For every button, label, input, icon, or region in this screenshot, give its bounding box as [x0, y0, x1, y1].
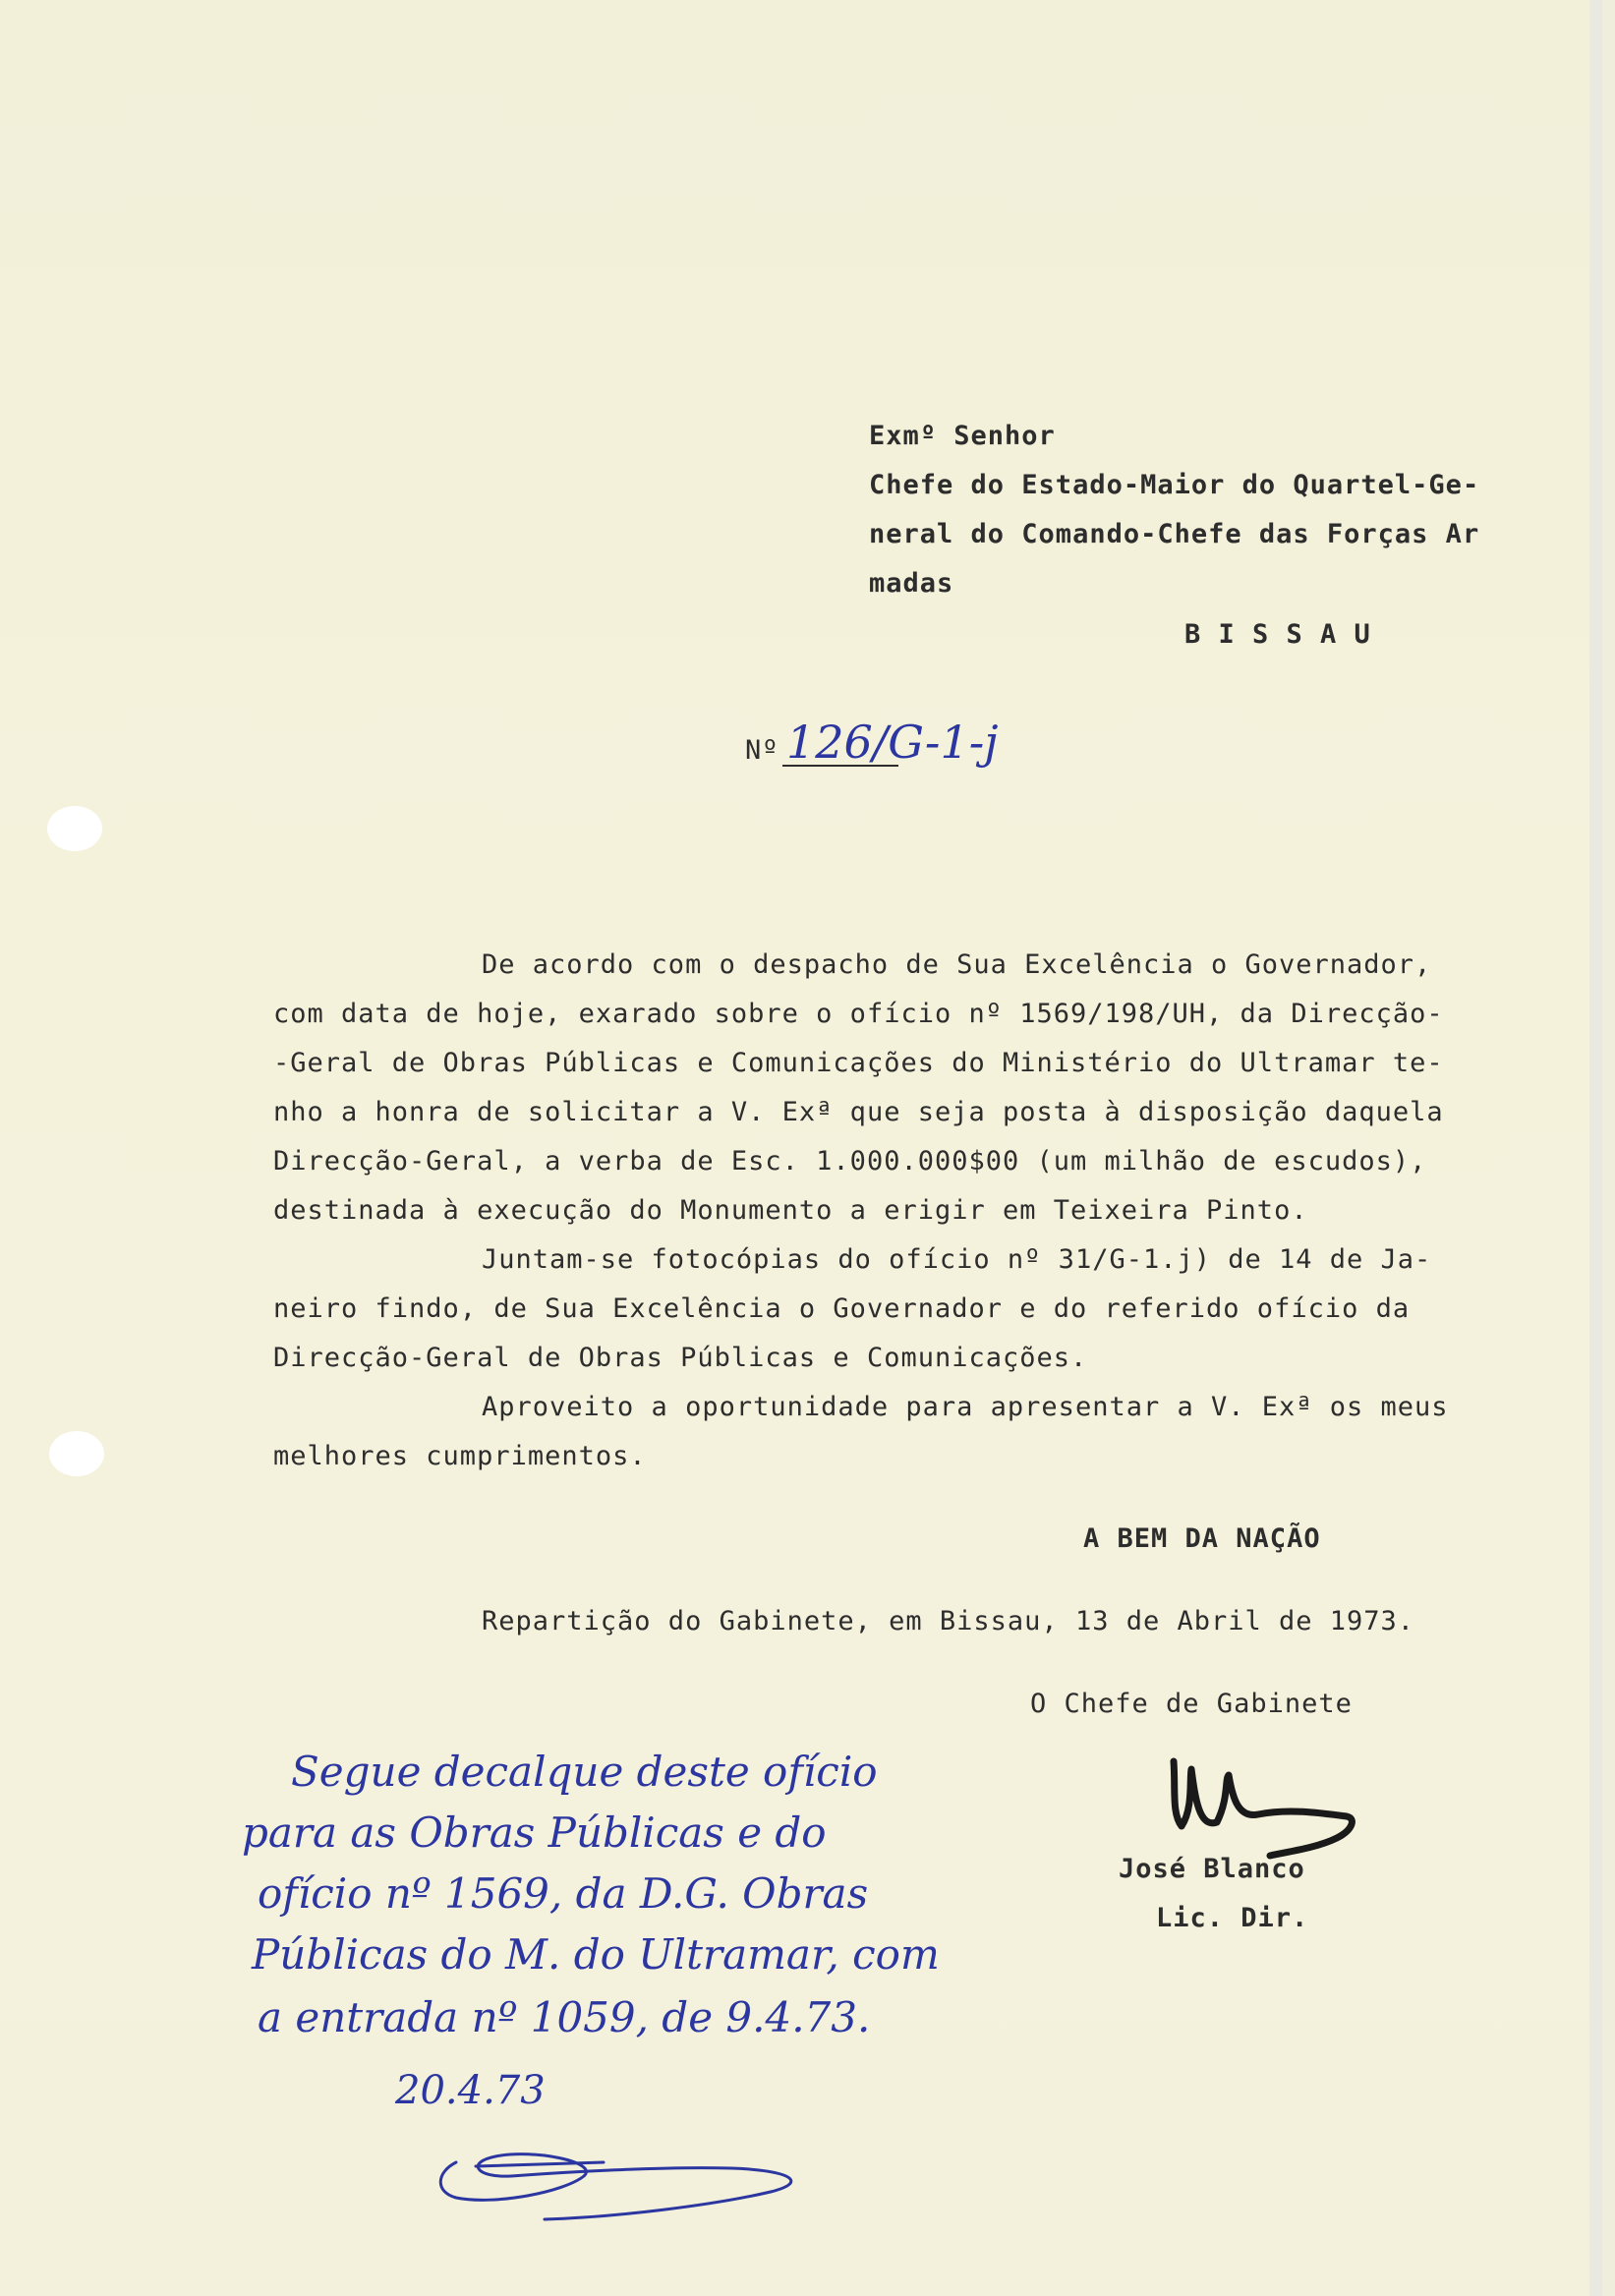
- paragraph-1-line-1: De acordo com o despacho de Sua Excelência o Governador,: [482, 949, 1432, 980]
- handwritten-note-line-1: Segue decalque deste ofício: [291, 1748, 878, 1796]
- signatory-role: O Chefe de Gabinete: [1030, 1689, 1353, 1719]
- handwritten-note-date: 20.4.73: [395, 2068, 546, 2113]
- place-date: Repartição do Gabinete, em Bissau, 13 de Abril de 1973.: [482, 1606, 1415, 1636]
- paragraph-1-line-3: -Geral de Obras Públicas e Comunicações do Ministério do Ultramar te-: [273, 1048, 1444, 1078]
- handwritten-note-line-3: ofício nº 1569, da D.G. Obras: [258, 1869, 869, 1918]
- closing-motto: A BEM DA NAÇÃO: [1083, 1523, 1321, 1554]
- punch-hole-bottom: [49, 1431, 104, 1476]
- handwritten-note-line-2: para as Obras Públicas e do: [242, 1808, 827, 1857]
- addressee-line-3: madas: [869, 568, 954, 599]
- paragraph-2-line-3: Direcção-Geral de Obras Públicas e Comunicações.: [273, 1343, 1088, 1373]
- reference-number: 126/G-1-j: [786, 716, 999, 769]
- addressee-line-1: Chefe do Estado-Maior do Quartel-Ge-: [869, 470, 1480, 500]
- paragraph-1-line-4: nho a honra de solicitar a V. Exª que seja posta à disposição daquela: [273, 1097, 1444, 1127]
- paragraph-1-line-2: com data de hoje, exarado sobre o ofício nº 1569/198/UH, da Direcção-: [273, 999, 1444, 1029]
- page-edge: [1589, 0, 1602, 2296]
- paragraph-3-line-1: Aproveito a oportunidade para apresentar a V. Exª os meus: [482, 1392, 1449, 1422]
- signatory-credentials: Lic. Dir.: [1156, 1903, 1309, 1933]
- reference-underline: [782, 763, 900, 769]
- handwritten-initials: [417, 2123, 830, 2231]
- handwritten-note-line-4: Públicas do M. do Ultramar, com: [252, 1930, 940, 1979]
- reference-prefix: Nº: [745, 735, 779, 766]
- addressee-line-2: neral do Comando-Chefe das Forças Ar: [869, 519, 1480, 549]
- handwritten-note-line-5: a entrada nº 1059, de 9.4.73.: [258, 1993, 871, 2041]
- salutation: Exmº Senhor: [869, 421, 1056, 451]
- paragraph-1-line-6: destinada à execução do Monumento a erigir em Teixeira Pinto.: [273, 1195, 1308, 1226]
- punch-hole-top: [47, 806, 102, 851]
- paragraph-2-line-1: Juntam-se fotocópias do ofício nº 31/G-1.j) de 14 de Ja-: [482, 1244, 1432, 1275]
- paragraph-2-line-2: neiro findo, de Sua Excelência o Governador e do referido ofício da: [273, 1293, 1411, 1324]
- signatory-name: José Blanco: [1119, 1854, 1305, 1884]
- city: B I S S A U: [1184, 619, 1371, 650]
- paragraph-1-line-5: Direcção-Geral, a verba de Esc. 1.000.000$00 (um milhão de escudos),: [273, 1146, 1427, 1177]
- paragraph-3-line-2: melhores cumprimentos.: [273, 1441, 647, 1471]
